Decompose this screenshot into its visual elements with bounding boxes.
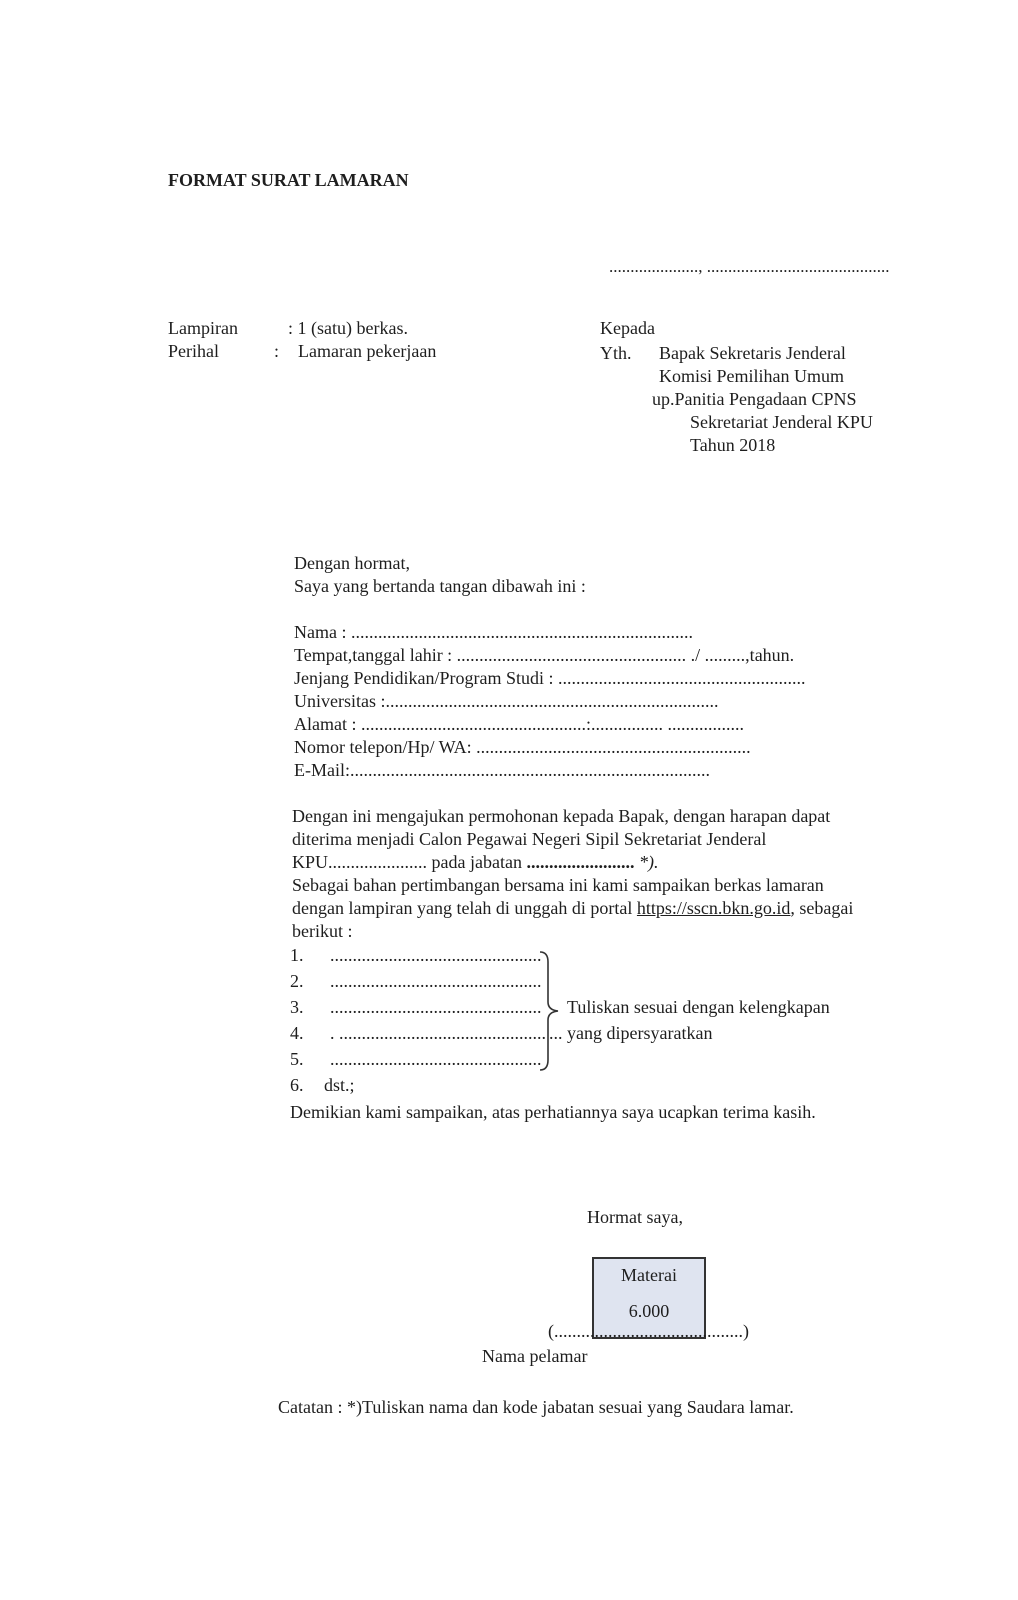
list-item-5-number: 5.: [290, 1049, 304, 1069]
materai-value: 6.000: [628, 1301, 670, 1321]
field-alamat: Alamat : ..................................................:................ .................: [294, 714, 744, 734]
bracket-brace: [536, 950, 566, 1072]
list-item-3-dots: ...............................................: [330, 997, 542, 1017]
list-item-1-number: 1.: [290, 945, 304, 965]
field-tempat-tanggal-lahir: Tempat,tanggal lahir : ................................................... ./ .........,tahun.: [294, 645, 795, 665]
perihal-colon: :: [274, 341, 280, 361]
list-item-2-dots: ...............................................: [330, 971, 542, 991]
body-line-4: Sebagai bahan pertimbangan bersama ini kami sampaikan berkas lamaran: [292, 875, 824, 895]
signature-name-label: Nama pelamar: [482, 1346, 588, 1366]
body-line-2: diterima menjadi Calon Pegawai Negeri Sipil Sekretariat Jenderal: [292, 829, 767, 849]
greeting-line-2: Saya yang bertanda tangan dibawah ini :: [294, 576, 586, 596]
list-item-6-number: 6.: [290, 1075, 304, 1095]
list-item-2-number: 2.: [290, 971, 304, 991]
body-sebagai-text: , sebagai: [790, 898, 854, 918]
signature-name-placeholder: (..........................................): [548, 1321, 749, 1341]
body-line-6: berikut :: [292, 921, 353, 941]
footnote: Catatan : *)Tuliskan nama dan kode jabatan sesuai yang Saudara lamar.: [278, 1397, 794, 1417]
list-item-6-text: dst.;: [324, 1075, 355, 1095]
list-item-1-dots: ...............................................: [330, 945, 542, 965]
date-place-line: ....................., ...........................................: [609, 257, 890, 276]
recipient-kepada: Kepada: [600, 318, 655, 338]
recipient-line-4: Sekretariat Jenderal KPU: [690, 412, 873, 432]
list-item-4-number: 4.: [290, 1023, 304, 1043]
body-portal-text: dengan lampiran yang telah di unggah di portal: [292, 898, 637, 918]
brace-note-line-1: Tuliskan sesuai dengan kelengkapan: [567, 997, 830, 1017]
closing-sentence: Demikian kami sampaikan, atas perhatiannya saya ucapkan terima kasih.: [290, 1102, 816, 1122]
recipient-yth: Yth.: [600, 343, 632, 363]
field-universitas: Universitas :..........................................................................: [294, 691, 719, 711]
perihal-value: Lamaran pekerjaan: [298, 341, 437, 361]
document-title: FORMAT SURAT LAMARAN: [168, 170, 409, 190]
list-item-3-number: 3.: [290, 997, 304, 1017]
body-asterisk-note: *).: [634, 852, 659, 872]
recipient-line-2: Komisi Pemilihan Umum: [659, 366, 845, 386]
recipient-line-3: up.Panitia Pengadaan CPNS: [652, 389, 857, 409]
body-line-1: Dengan ini mengajukan permohonan kepada Bapak, dengan harapan dapat: [292, 806, 831, 826]
lampiran-label: Lampiran: [168, 318, 238, 338]
field-email: E-Mail:................................................................................: [294, 760, 710, 780]
body-line-3: [292, 852, 658, 873]
body-kpu-text: KPU...................... pada jabatan: [292, 852, 527, 872]
recipient-line-5: Tahun 2018: [690, 435, 776, 455]
hormat-saya: Hormat saya,: [587, 1207, 683, 1227]
greeting-line-1: Dengan hormat,: [294, 553, 410, 573]
recipient-line-1: Bapak Sekretaris Jenderal: [659, 343, 846, 363]
field-nomor-telepon: Nomor telepon/Hp/ WA: .............................................................: [294, 737, 751, 757]
materai-label: Materai: [621, 1265, 677, 1285]
perihal-label: Perihal: [168, 341, 219, 361]
portal-link[interactable]: https://sscn.bkn.go.id: [636, 898, 791, 918]
field-jenjang-pendidikan: Jenjang Pendidikan/Program Studi : .......................................................: [294, 668, 806, 688]
list-item-5-dots: ...............................................: [330, 1049, 542, 1069]
body-jabatan-dots: ........................: [526, 852, 635, 872]
brace-note-line-2: ... yang dipersyaratkan: [549, 1023, 713, 1043]
lampiran-value: : 1 (satu) berkas.: [288, 318, 408, 338]
list-item-4-dots: . ..............................................: [330, 1023, 546, 1043]
field-nama: Nama : ............................................................................: [294, 622, 693, 642]
body-line-5: [292, 898, 853, 919]
